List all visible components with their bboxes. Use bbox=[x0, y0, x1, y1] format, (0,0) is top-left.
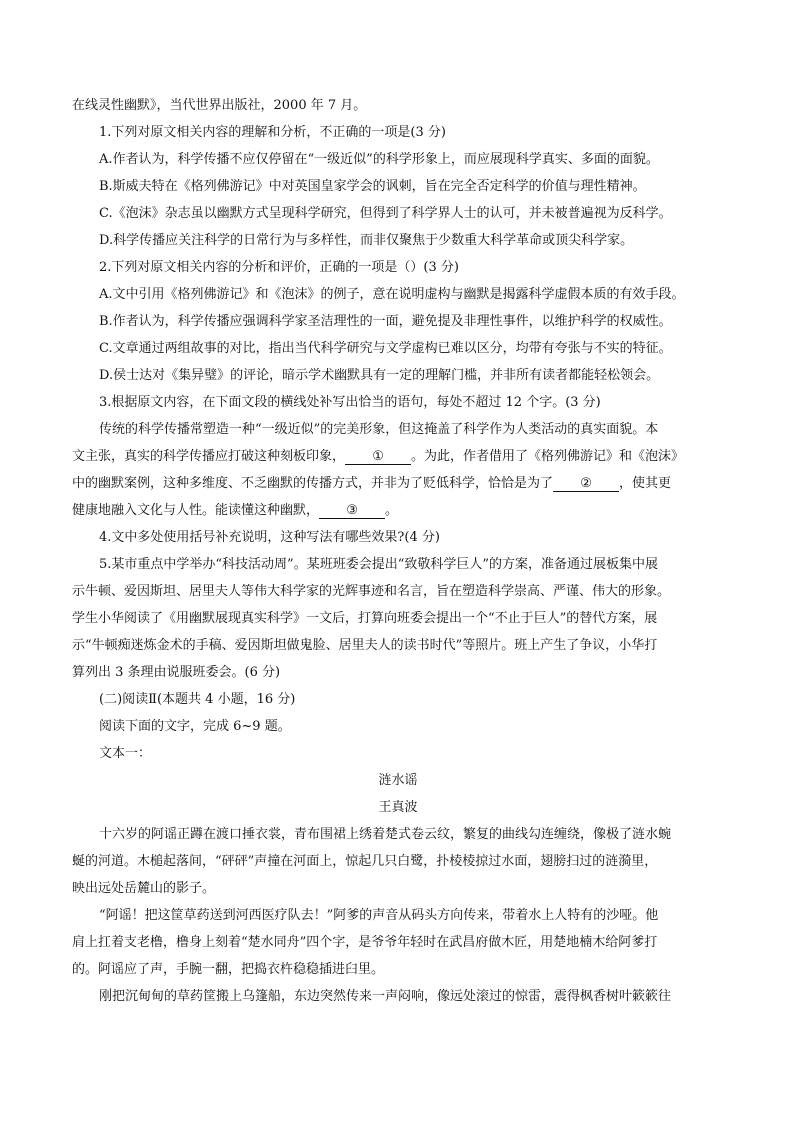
fill-passage-line bbox=[72, 416, 724, 443]
fill-passage-text: 传统的科学传播常塑造一种“一级近似”的完美形象，但这掩盖了科学作为人类活动的真实面貌。本 bbox=[99, 422, 659, 437]
question-2-option-b: B.作者认为，科学传播应强调科学家圣洁理性的一面，避免提及非理性事件，以维护科学的权威性。 bbox=[99, 314, 672, 329]
story-paragraph-line: 肩上扛着支老橹，橹身上刻着“楚水同舟”四个字，是爷爷年轻时在武昌府做木匠，用楚地楠木给阿爹打 bbox=[72, 935, 658, 950]
fill-passage-text: 中的幽默案例，这种多维度、不乏幽默的传播方式，并非为了贬低科学，恰恰是为了 bbox=[72, 476, 554, 491]
question-1-option-b: B.斯威夫特在《格列佛游记》中对英国皇家学会的讽刺，旨在完全否定科学的价值与理性精神。 bbox=[99, 179, 646, 194]
fill-blank-3[interactable]: ③ bbox=[319, 503, 385, 519]
fill-passage-line bbox=[72, 470, 724, 497]
document-body bbox=[72, 92, 724, 1010]
fill-passage-text: 健康地融入文化与人性。能读懂这种幽默， bbox=[72, 503, 320, 518]
story-paragraph-line: “阿谣！把这筐草药送到河西医疗队去！”阿爹的声音从码头方向传来，带着水上人特有的沙哑。他 bbox=[99, 908, 659, 923]
question-5-stem: 5.某市重点中学举办“科技活动周”。某班班委会提出“致敬科学巨人”的方案，准备通过展板集中展 bbox=[99, 557, 658, 572]
question-2-option-d: D.侯士达对《集异璧》的评论，暗示学术幽默具有一定的理解门槛，并非所有读者都能轻松领会。 bbox=[99, 368, 660, 383]
question-2-option-c: C.文章通过两组故事的对比，指出当代科学研究与文学虚构已难以区分，均带有夸张与不实的特征。 bbox=[99, 341, 672, 356]
question-5-text: 示“牛顿痴迷炼金术的手稿、爱因斯坦做鬼脸、居里夫人的读书时代”等照片。班上产生了争议，小华打 bbox=[72, 638, 658, 653]
fill-passage-text: 。 bbox=[385, 503, 399, 518]
citation-line: 在线灵性幽默》，当代世界出版社，2000 年 7 月。 bbox=[72, 98, 367, 113]
section-heading: (二)阅读Ⅱ(本题共 4 小题，16 分) bbox=[99, 692, 296, 707]
story-title: 涟水谣 bbox=[378, 773, 418, 788]
question-1-option-d: D.科学传播应关注科学的日常行为与多样性，而非仅聚焦于少数重大科学革命或顶尖科学家。 bbox=[99, 233, 634, 248]
question-3-stem: 3.根据原文内容，在下面文段的横线处补写出恰当的语句，每处不超过 12 个字。(3 分) bbox=[99, 395, 601, 410]
fill-passage-text: ，使其更 bbox=[619, 476, 672, 491]
question-1-option-c: C.《泡沫》杂志虽以幽默方式呈现科学研究，但得到了科学界人士的认可，并未被普遍视为反科学。 bbox=[99, 206, 672, 221]
fill-passage-line bbox=[72, 497, 724, 524]
question-2-option-a: A.文中引用《格列佛游记》和《泡沫》的例子，意在说明虚构与幽默是揭露科学虚假本质的有效手段。 bbox=[99, 287, 685, 302]
fill-passage-line bbox=[72, 443, 724, 470]
question-5-text: 算列出 3 条理由说服班委会。(6 分) bbox=[72, 665, 281, 680]
fill-passage-text: 文主张，真实的科学传播应打破这种刻板印象， bbox=[72, 449, 346, 464]
question-2-stem: 2.下列对原文相关内容的分析和评价，正确的一项是（）(3 分) bbox=[99, 260, 459, 275]
reading-instruction: 阅读下面的文字，完成 6~9 题。 bbox=[99, 719, 291, 734]
story-paragraph-line: 蜒的河道。木槌起落间，“砰砰”声撞在河面上，惊起几只白鹭，扑棱棱掠过水面，翅膀扫过的涟漪里， bbox=[72, 854, 658, 869]
story-author: 王真波 bbox=[378, 800, 418, 815]
text-label: 文本一： bbox=[99, 746, 152, 761]
fill-blank-1[interactable]: ① bbox=[345, 449, 411, 465]
question-1-option-a: A.作者认为，科学传播不应仅停留在“一级近似”的科学形象上，而应展现科学真实、多面的面貌。 bbox=[99, 152, 659, 167]
question-1-stem: 1.下列对原文相关内容的理解和分析，不正确的一项是(3 分) bbox=[99, 125, 446, 140]
story-paragraph-line: 映出远处岳麓山的影子。 bbox=[72, 881, 216, 896]
question-5-text: 学生小华阅读了《用幽默展现真实科学》一文后，打算向班委会提出一个“不止于巨人”的替代方案，展 bbox=[72, 611, 658, 626]
fill-passage-text: 。为此，作者借用了《格列佛游记》和《泡沫》 bbox=[411, 449, 685, 464]
fill-blank-2[interactable]: ② bbox=[553, 476, 619, 492]
story-paragraph-line: 的。阿谣应了声，手腕一翻，把捣衣杵稳稳插进臼里。 bbox=[72, 962, 385, 977]
question-5-text: 示牛顿、爱因斯坦、居里夫人等伟大科学家的光辉事迹和名言，旨在塑造科学崇高、严谨、伟大的形象。 bbox=[72, 584, 671, 599]
story-paragraph-line: 十六岁的阿谣正蹲在渡口捶衣裳，青布围裙上绣着楚式卷云纹，繁复的曲线勾连缠绕，像极了涟水蜿 bbox=[99, 827, 672, 842]
question-4-stem: 4.文中多处使用括号补充说明，这种写法有哪些效果?(4 分) bbox=[99, 530, 440, 545]
story-paragraph-line: 刚把沉甸甸的草药筐搬上乌篷船，东边突然传来一声闷响，像远处滚过的惊雷，震得枫香树叶簌簌往 bbox=[99, 989, 672, 1004]
